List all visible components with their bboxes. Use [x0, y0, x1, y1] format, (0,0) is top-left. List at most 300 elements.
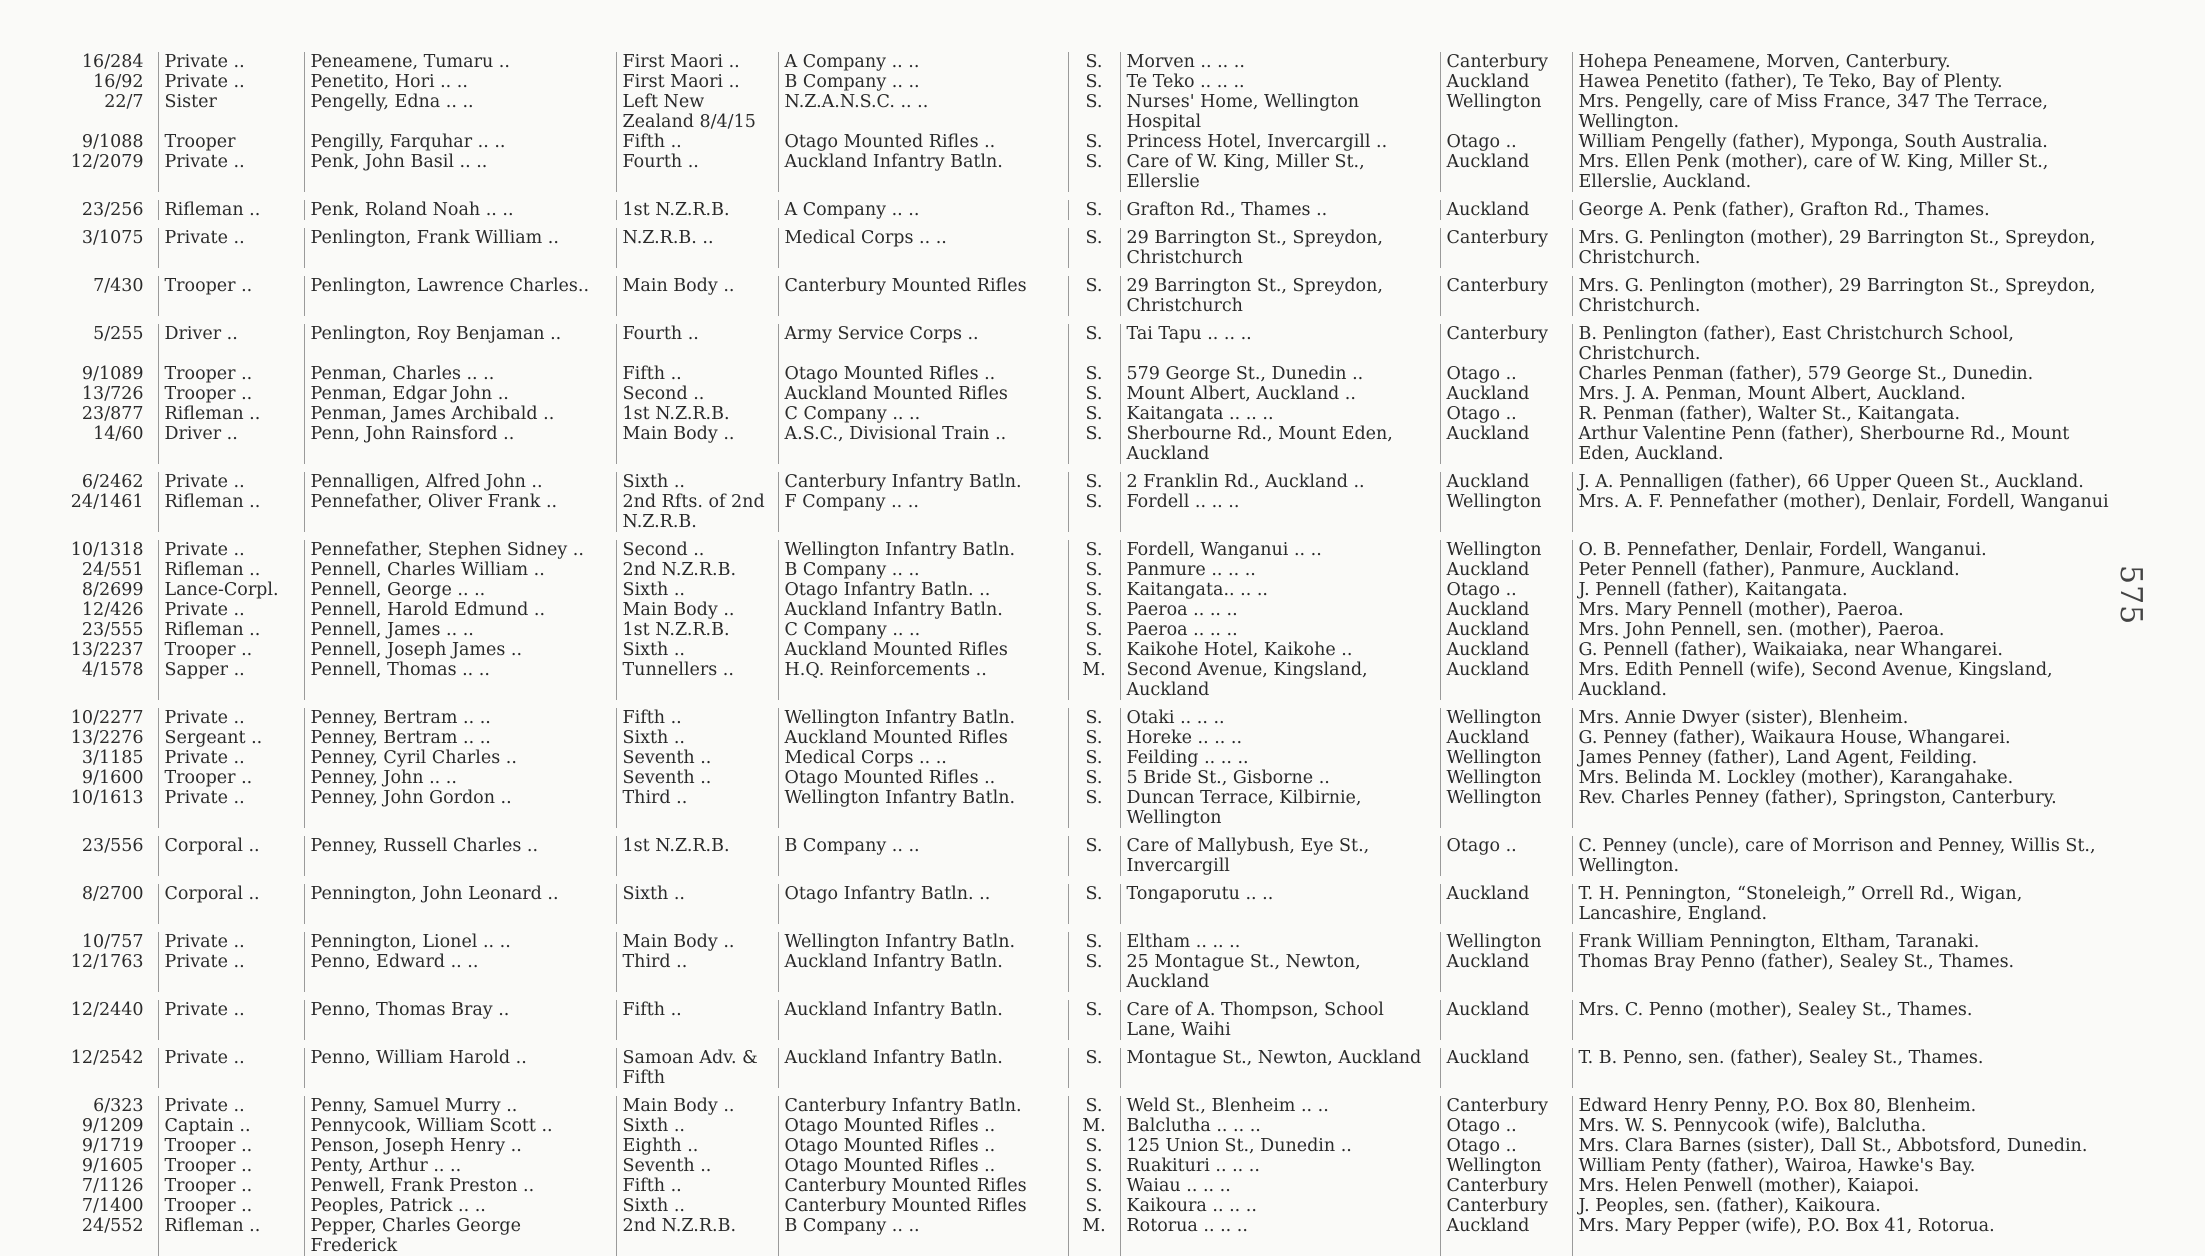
last-address-cell: 579 George St., Dunedin ..	[1120, 364, 1440, 384]
marital-status-cell: M.	[1068, 1116, 1120, 1136]
roll-row	[60, 1156, 2132, 1176]
marital-status-cell: S.	[1068, 560, 1120, 580]
regimental-number-cell: 7/1400	[81, 1196, 144, 1216]
district-cell: Wellington	[1440, 1156, 1572, 1176]
next-of-kin-cell: B. Penlington (father), East Christchurch School, Christchurch.	[1572, 324, 2132, 364]
marital-status-cell: S.	[1068, 200, 1120, 220]
marital-status-cell: S.	[1068, 1196, 1120, 1216]
roll-row	[60, 200, 2132, 220]
district-cell: Auckland	[1440, 1048, 1572, 1088]
regimental-number-cell: 7/1126	[81, 1176, 144, 1196]
rank-cell: Private ..	[158, 540, 304, 560]
rank-cell: Private ..	[158, 708, 304, 728]
last-address-cell: Princess Hotel, Invercargill ..	[1120, 132, 1440, 152]
rank-cell: Driver ..	[158, 324, 304, 364]
regimental-number-cell: 3/1075	[81, 228, 144, 248]
roll-row	[60, 748, 2132, 768]
draft-cell: Second ..	[616, 384, 778, 404]
regimental-number-cell: 12/2079	[70, 152, 144, 172]
rank-cell: Private ..	[158, 788, 304, 828]
last-address-cell: 2 Franklin Rd., Auckland ..	[1120, 472, 1440, 492]
unit-cell: Auckland Infantry Batln.	[778, 1048, 1068, 1088]
last-address-cell: 5 Bride St., Gisborne ..	[1120, 768, 1440, 788]
row-spacer	[60, 268, 2132, 276]
name-cell: Peneamene, Tumaru ..	[304, 52, 616, 72]
last-address-cell: Care of W. King, Miller St., Ellerslie	[1120, 152, 1440, 192]
draft-cell: Samoan Adv. & Fifth	[616, 1048, 778, 1088]
roll-row	[60, 364, 2132, 384]
next-of-kin-cell: George A. Penk (father), Grafton Rd., Thames.	[1572, 200, 2132, 220]
district-cell: Otago ..	[1440, 132, 1572, 152]
row-spacer-cell	[60, 828, 2132, 836]
rank-cell: Trooper ..	[158, 768, 304, 788]
row-spacer-cell	[60, 268, 2132, 276]
name-cell: Penlington, Roy Benjaman ..	[304, 324, 616, 364]
unit-cell: Canterbury Mounted Rifles	[778, 276, 1068, 316]
draft-cell: Sixth ..	[616, 728, 778, 748]
roll-row	[60, 728, 2132, 748]
last-address-cell: Kaikoura .. .. ..	[1120, 1196, 1440, 1216]
row-spacer	[60, 1088, 2132, 1096]
draft-cell: N.Z.R.B. ..	[616, 228, 778, 268]
last-address-cell: Ruakituri .. .. ..	[1120, 1156, 1440, 1176]
roll-row	[60, 1048, 2132, 1088]
regimental-number-cell: 8/2699	[81, 580, 144, 600]
regimental-number-cell: 10/2277	[70, 708, 144, 728]
unit-cell: Otago Mounted Rifles ..	[778, 768, 1068, 788]
unit-cell: Wellington Infantry Batln.	[778, 708, 1068, 728]
district-cell: Auckland	[1440, 1000, 1572, 1040]
marital-status-cell: S.	[1068, 540, 1120, 560]
district-cell: Auckland	[1440, 560, 1572, 580]
rank-cell: Private ..	[158, 472, 304, 492]
draft-cell: Fourth ..	[616, 152, 778, 192]
draft-cell: Eighth ..	[616, 1136, 778, 1156]
name-cell: Penlington, Frank William ..	[304, 228, 616, 268]
district-cell: Auckland	[1440, 1216, 1572, 1256]
unit-cell: Army Service Corps ..	[778, 324, 1068, 364]
rank-cell: Trooper ..	[158, 1196, 304, 1216]
name-cell: Penno, Edward .. ..	[304, 952, 616, 992]
unit-cell: A Company .. ..	[778, 200, 1068, 220]
unit-cell: Canterbury Mounted Rifles	[778, 1176, 1068, 1196]
last-address-cell: Paeroa .. .. ..	[1120, 620, 1440, 640]
last-address-cell: Care of Mallybush, Eye St., Invercargill	[1120, 836, 1440, 876]
next-of-kin-cell: Mrs. John Pennell, sen. (mother), Paeroa.	[1572, 620, 2132, 640]
rank-cell: Private ..	[158, 52, 304, 72]
draft-cell: Fifth ..	[616, 132, 778, 152]
next-of-kin-cell: Mrs. J. A. Penman, Mount Albert, Auckland.	[1572, 384, 2132, 404]
last-address-cell: Weld St., Blenheim .. ..	[1120, 1096, 1440, 1116]
regimental-number-cell: 8/2700	[81, 884, 144, 904]
marital-status-cell: S.	[1068, 932, 1120, 952]
roll-row	[60, 132, 2132, 152]
draft-cell: 1st N.Z.R.B.	[616, 836, 778, 876]
district-cell: Wellington	[1440, 768, 1572, 788]
unit-cell: C Company .. ..	[778, 404, 1068, 424]
rank-cell: Rifleman ..	[158, 404, 304, 424]
next-of-kin-cell: Mrs. Edith Pennell (wife), Second Avenue, Kingsland, Auckland.	[1572, 660, 2132, 700]
name-cell: Penk, John Basil .. ..	[304, 152, 616, 192]
roll-row	[60, 92, 2132, 132]
unit-cell: Auckland Mounted Rifles	[778, 384, 1068, 404]
roll-row	[60, 600, 2132, 620]
name-cell: Penman, Edgar John ..	[304, 384, 616, 404]
roll-row	[60, 492, 2132, 532]
last-address-cell: 125 Union St., Dunedin ..	[1120, 1136, 1440, 1156]
unit-cell: Auckland Infantry Batln.	[778, 952, 1068, 992]
rank-cell: Rifleman ..	[158, 1216, 304, 1256]
name-cell: Pennell, Harold Edmund ..	[304, 600, 616, 620]
next-of-kin-cell: C. Penney (uncle), care of Morrison and Penney, Willis St., Wellington.	[1572, 836, 2132, 876]
regimental-number-cell: 16/92	[93, 72, 144, 92]
regimental-number-cell: 24/1461	[70, 492, 144, 512]
next-of-kin-cell: Mrs. C. Penno (mother), Sealey St., Thames.	[1572, 1000, 2132, 1040]
row-spacer-cell	[60, 316, 2132, 324]
rank-cell: Corporal ..	[158, 836, 304, 876]
last-address-cell: Tai Tapu .. .. ..	[1120, 324, 1440, 364]
unit-cell: A.S.C., Divisional Train ..	[778, 424, 1068, 464]
nominal-roll-table	[60, 52, 2132, 1256]
roll-row	[60, 1096, 2132, 1116]
next-of-kin-cell: J. A. Pennalligen (father), 66 Upper Queen St., Auckland.	[1572, 472, 2132, 492]
district-cell: Canterbury	[1440, 276, 1572, 316]
marital-status-cell: S.	[1068, 620, 1120, 640]
marital-status-cell: S.	[1068, 1156, 1120, 1176]
next-of-kin-cell: Rev. Charles Penney (father), Springston, Canterbury.	[1572, 788, 2132, 828]
roll-body	[60, 52, 2132, 1256]
rank-cell: Private ..	[158, 932, 304, 952]
row-spacer-cell	[60, 876, 2132, 884]
unit-cell: Otago Infantry Batln. ..	[778, 884, 1068, 924]
roll-row	[60, 228, 2132, 268]
district-cell: Auckland	[1440, 472, 1572, 492]
last-address-cell: 25 Montague St., Newton, Auckland	[1120, 952, 1440, 992]
regimental-number-cell: 4/1578	[81, 660, 144, 680]
regimental-number-cell: 6/323	[93, 1096, 144, 1116]
draft-cell: Sixth ..	[616, 1196, 778, 1216]
unit-cell: Otago Mounted Rifles ..	[778, 364, 1068, 384]
name-cell: Pennell, James .. ..	[304, 620, 616, 640]
next-of-kin-cell: Hohepa Peneamene, Morven, Canterbury.	[1572, 52, 2132, 72]
regimental-number-cell: 23/877	[81, 404, 144, 424]
district-cell: Canterbury	[1440, 1176, 1572, 1196]
marital-status-cell: S.	[1068, 748, 1120, 768]
rank-cell: Trooper ..	[158, 1176, 304, 1196]
row-spacer	[60, 924, 2132, 932]
next-of-kin-cell: J. Pennell (father), Kaitangata.	[1572, 580, 2132, 600]
name-cell: Penman, Charles .. ..	[304, 364, 616, 384]
regimental-number-cell: 12/2542	[70, 1048, 144, 1068]
last-address-cell: Paeroa .. .. ..	[1120, 600, 1440, 620]
district-cell: Wellington	[1440, 788, 1572, 828]
last-address-cell: Fordell, Wanganui .. ..	[1120, 540, 1440, 560]
next-of-kin-cell: G. Penney (father), Waikaura House, Whangarei.	[1572, 728, 2132, 748]
next-of-kin-cell: Mrs. Belinda M. Lockley (mother), Karangahake.	[1572, 768, 2132, 788]
unit-cell: B Company .. ..	[778, 560, 1068, 580]
rank-cell: Private ..	[158, 1048, 304, 1088]
regimental-number-cell: 3/1185	[81, 748, 144, 768]
last-address-cell: Te Teko .. .. ..	[1120, 72, 1440, 92]
roll-row	[60, 1216, 2132, 1256]
district-cell: Auckland	[1440, 952, 1572, 992]
roll-row	[60, 788, 2132, 828]
district-cell: Auckland	[1440, 884, 1572, 924]
row-spacer-cell	[60, 992, 2132, 1000]
last-address-cell: Fordell .. .. ..	[1120, 492, 1440, 532]
next-of-kin-cell: James Penney (father), Land Agent, Feilding.	[1572, 748, 2132, 768]
roll-row	[60, 836, 2132, 876]
last-address-cell: Morven .. .. ..	[1120, 52, 1440, 72]
draft-cell: Main Body ..	[616, 276, 778, 316]
name-cell: Penno, William Harold ..	[304, 1048, 616, 1088]
next-of-kin-cell: William Pengelly (father), Myponga, South Australia.	[1572, 132, 2132, 152]
regimental-number-cell: 13/2276	[70, 728, 144, 748]
rank-cell: Private ..	[158, 600, 304, 620]
rank-cell: Lance-Corpl.	[158, 580, 304, 600]
next-of-kin-cell: Frank William Pennington, Eltham, Taranaki.	[1572, 932, 2132, 952]
row-spacer	[60, 828, 2132, 836]
row-spacer	[60, 464, 2132, 472]
name-cell: Pengilly, Farquhar .. ..	[304, 132, 616, 152]
district-cell: Canterbury	[1440, 1196, 1572, 1216]
name-cell: Penno, Thomas Bray ..	[304, 1000, 616, 1040]
rank-cell: Trooper ..	[158, 640, 304, 660]
last-address-cell: Mount Albert, Auckland ..	[1120, 384, 1440, 404]
row-spacer-cell	[60, 1088, 2132, 1096]
last-address-cell: Otaki .. .. ..	[1120, 708, 1440, 728]
name-cell: Penetito, Hori .. ..	[304, 72, 616, 92]
name-cell: Penson, Joseph Henry ..	[304, 1136, 616, 1156]
unit-cell: Wellington Infantry Batln.	[778, 788, 1068, 828]
next-of-kin-cell: Edward Henry Penny, P.O. Box 80, Blenheim.	[1572, 1096, 2132, 1116]
name-cell: Penney, Russell Charles ..	[304, 836, 616, 876]
draft-cell: Fourth ..	[616, 324, 778, 364]
next-of-kin-cell: Mrs. Pengelly, care of Miss France, 347 The Terrace, Wellington.	[1572, 92, 2132, 132]
roll-row	[60, 540, 2132, 560]
last-address-cell: Tongaporutu .. ..	[1120, 884, 1440, 924]
marital-status-cell: S.	[1068, 92, 1120, 132]
draft-cell: 2nd N.Z.R.B.	[616, 560, 778, 580]
regimental-number-cell: 13/2237	[70, 640, 144, 660]
name-cell: Penny, Samuel Murry ..	[304, 1096, 616, 1116]
next-of-kin-cell: Mrs. A. F. Pennefather (mother), Denlair, Fordell, Wanganui	[1572, 492, 2132, 532]
rank-cell: Private ..	[158, 952, 304, 992]
unit-cell: Otago Mounted Rifles ..	[778, 1136, 1068, 1156]
unit-cell: F Company .. ..	[778, 492, 1068, 532]
marital-status-cell: S.	[1068, 72, 1120, 92]
district-cell: Wellington	[1440, 748, 1572, 768]
unit-cell: B Company .. ..	[778, 836, 1068, 876]
marital-status-cell: S.	[1068, 152, 1120, 192]
row-spacer	[60, 220, 2132, 228]
name-cell: Pennell, George .. ..	[304, 580, 616, 600]
marital-status-cell: S.	[1068, 728, 1120, 748]
draft-cell: Fifth ..	[616, 364, 778, 384]
last-address-cell: Panmure .. .. ..	[1120, 560, 1440, 580]
roll-row	[60, 708, 2132, 728]
regimental-number-cell: 13/726	[81, 384, 144, 404]
rank-cell: Sergeant ..	[158, 728, 304, 748]
next-of-kin-cell: Mrs. Annie Dwyer (sister), Blenheim.	[1572, 708, 2132, 728]
district-cell: Otago ..	[1440, 1136, 1572, 1156]
marital-status-cell: S.	[1068, 384, 1120, 404]
name-cell: Pennycook, William Scott ..	[304, 1116, 616, 1136]
district-cell: Canterbury	[1440, 324, 1572, 364]
draft-cell: Sixth ..	[616, 472, 778, 492]
draft-cell: Main Body ..	[616, 424, 778, 464]
next-of-kin-cell: T. B. Penno, sen. (father), Sealey St., Thames.	[1572, 1048, 2132, 1088]
name-cell: Penney, Cyril Charles ..	[304, 748, 616, 768]
last-address-cell: Kaikohe Hotel, Kaikohe ..	[1120, 640, 1440, 660]
last-address-cell: Feilding .. .. ..	[1120, 748, 1440, 768]
name-cell: Peoples, Patrick .. ..	[304, 1196, 616, 1216]
last-address-cell: Grafton Rd., Thames ..	[1120, 200, 1440, 220]
regimental-number-cell: 16/284	[81, 52, 144, 72]
district-cell: Wellington	[1440, 540, 1572, 560]
next-of-kin-cell: Charles Penman (father), 579 George St., Dunedin.	[1572, 364, 2132, 384]
name-cell: Penk, Roland Noah .. ..	[304, 200, 616, 220]
roll-row	[60, 1196, 2132, 1216]
district-cell: Auckland	[1440, 72, 1572, 92]
last-address-cell: Care of A. Thompson, School Lane, Waihi	[1120, 1000, 1440, 1040]
rank-cell: Rifleman ..	[158, 620, 304, 640]
draft-cell: 2nd Rfts. of 2nd N.Z.R.B.	[616, 492, 778, 532]
next-of-kin-cell: J. Peoples, sen. (father), Kaikoura.	[1572, 1196, 2132, 1216]
regimental-number-cell: 24/552	[81, 1216, 144, 1236]
unit-cell: Auckland Infantry Batln.	[778, 152, 1068, 192]
marital-status-cell: S.	[1068, 276, 1120, 316]
unit-cell: Wellington Infantry Batln.	[778, 540, 1068, 560]
name-cell: Pennell, Joseph James ..	[304, 640, 616, 660]
marital-status-cell: S.	[1068, 836, 1120, 876]
regimental-number-cell: 9/1088	[81, 132, 144, 152]
next-of-kin-cell: Mrs. Mary Pepper (wife), P.O. Box 41, Rotorua.	[1572, 1216, 2132, 1256]
marital-status-cell: S.	[1068, 580, 1120, 600]
roll-row	[60, 932, 2132, 952]
last-address-cell: Waiau .. .. ..	[1120, 1176, 1440, 1196]
unit-cell: Otago Mounted Rifles ..	[778, 132, 1068, 152]
marital-status-cell: S.	[1068, 1048, 1120, 1088]
regimental-number-cell: 10/1318	[70, 540, 144, 560]
roll-row	[60, 768, 2132, 788]
district-cell: Auckland	[1440, 620, 1572, 640]
marital-status-cell: S.	[1068, 228, 1120, 268]
rank-cell: Trooper	[158, 132, 304, 152]
regimental-number-cell: 22/7	[104, 92, 144, 112]
marital-status-cell: M.	[1068, 660, 1120, 700]
roll-row	[60, 472, 2132, 492]
row-spacer	[60, 700, 2132, 708]
regimental-number-cell: 12/426	[81, 600, 144, 620]
regimental-number-cell: 12/1763	[70, 952, 144, 972]
next-of-kin-cell: Mrs. G. Penlington (mother), 29 Barrington St., Spreydon, Christchurch.	[1572, 276, 2132, 316]
roll-row	[60, 1176, 2132, 1196]
marital-status-cell: S.	[1068, 424, 1120, 464]
district-cell: Wellington	[1440, 932, 1572, 952]
next-of-kin-cell: Mrs. Mary Pennell (mother), Paeroa.	[1572, 600, 2132, 620]
rank-cell: Trooper ..	[158, 1156, 304, 1176]
last-address-cell: Eltham .. .. ..	[1120, 932, 1440, 952]
rank-cell: Trooper ..	[158, 364, 304, 384]
draft-cell: Left New Zealand 8/4/15	[616, 92, 778, 132]
row-spacer	[60, 992, 2132, 1000]
name-cell: Penlington, Lawrence Charles..	[304, 276, 616, 316]
name-cell: Penn, John Rainsford ..	[304, 424, 616, 464]
marital-status-cell: S.	[1068, 1000, 1120, 1040]
district-cell: Auckland	[1440, 424, 1572, 464]
regimental-number-cell: 24/551	[81, 560, 144, 580]
row-spacer	[60, 316, 2132, 324]
draft-cell: Third ..	[616, 952, 778, 992]
name-cell: Pepper, Charles George Frederick	[304, 1216, 616, 1256]
row-spacer-cell	[60, 532, 2132, 540]
draft-cell: Seventh ..	[616, 1156, 778, 1176]
last-address-cell: Kaitangata.. .. ..	[1120, 580, 1440, 600]
unit-cell: Auckland Mounted Rifles	[778, 640, 1068, 660]
rank-cell: Rifleman ..	[158, 200, 304, 220]
next-of-kin-cell: Mrs. W. S. Pennycook (wife), Balclutha.	[1572, 1116, 2132, 1136]
regimental-number-cell: 10/757	[81, 932, 144, 952]
district-cell: Wellington	[1440, 708, 1572, 728]
last-address-cell: Second Avenue, Kingsland, Auckland	[1120, 660, 1440, 700]
district-cell: Canterbury	[1440, 1096, 1572, 1116]
district-cell: Otago ..	[1440, 404, 1572, 424]
marital-status-cell: S.	[1068, 640, 1120, 660]
unit-cell: C Company .. ..	[778, 620, 1068, 640]
draft-cell: Sixth ..	[616, 884, 778, 924]
last-address-cell: Kaitangata .. .. ..	[1120, 404, 1440, 424]
unit-cell: B Company .. ..	[778, 72, 1068, 92]
draft-cell: 2nd N.Z.R.B.	[616, 1216, 778, 1256]
district-cell: Otago ..	[1440, 580, 1572, 600]
rank-cell: Private ..	[158, 72, 304, 92]
name-cell: Pennell, Charles William ..	[304, 560, 616, 580]
district-cell: Wellington	[1440, 92, 1572, 132]
last-address-cell: Sherbourne Rd., Mount Eden, Auckland	[1120, 424, 1440, 464]
marital-status-cell: S.	[1068, 788, 1120, 828]
draft-cell: Fifth ..	[616, 708, 778, 728]
draft-cell: Second ..	[616, 540, 778, 560]
draft-cell: 1st N.Z.R.B.	[616, 404, 778, 424]
row-spacer-cell	[60, 464, 2132, 472]
roll-row	[60, 640, 2132, 660]
unit-cell: Canterbury Infantry Batln.	[778, 1096, 1068, 1116]
regimental-number-cell: 5/255	[93, 324, 144, 344]
marital-status-cell: S.	[1068, 708, 1120, 728]
last-address-cell: Montague St., Newton, Auckland	[1120, 1048, 1440, 1088]
name-cell: Pennell, Thomas .. ..	[304, 660, 616, 700]
draft-cell: Seventh ..	[616, 748, 778, 768]
last-address-cell: Horeke .. .. ..	[1120, 728, 1440, 748]
name-cell: Penney, John .. ..	[304, 768, 616, 788]
draft-cell: Main Body ..	[616, 1096, 778, 1116]
rank-cell: Trooper ..	[158, 384, 304, 404]
unit-cell: Medical Corps .. ..	[778, 228, 1068, 268]
unit-cell: Otago Mounted Rifles ..	[778, 1116, 1068, 1136]
roll-row	[60, 620, 2132, 640]
district-cell: Auckland	[1440, 384, 1572, 404]
marital-status-cell: S.	[1068, 472, 1120, 492]
next-of-kin-cell: G. Pennell (father), Waikaiaka, near Whangarei.	[1572, 640, 2132, 660]
row-spacer-cell	[60, 1040, 2132, 1048]
district-cell: Auckland	[1440, 600, 1572, 620]
name-cell: Pengelly, Edna .. ..	[304, 92, 616, 132]
rank-cell: Private ..	[158, 748, 304, 768]
unit-cell: Auckland Infantry Batln.	[778, 1000, 1068, 1040]
roll-row	[60, 384, 2132, 404]
unit-cell: Canterbury Mounted Rifles	[778, 1196, 1068, 1216]
